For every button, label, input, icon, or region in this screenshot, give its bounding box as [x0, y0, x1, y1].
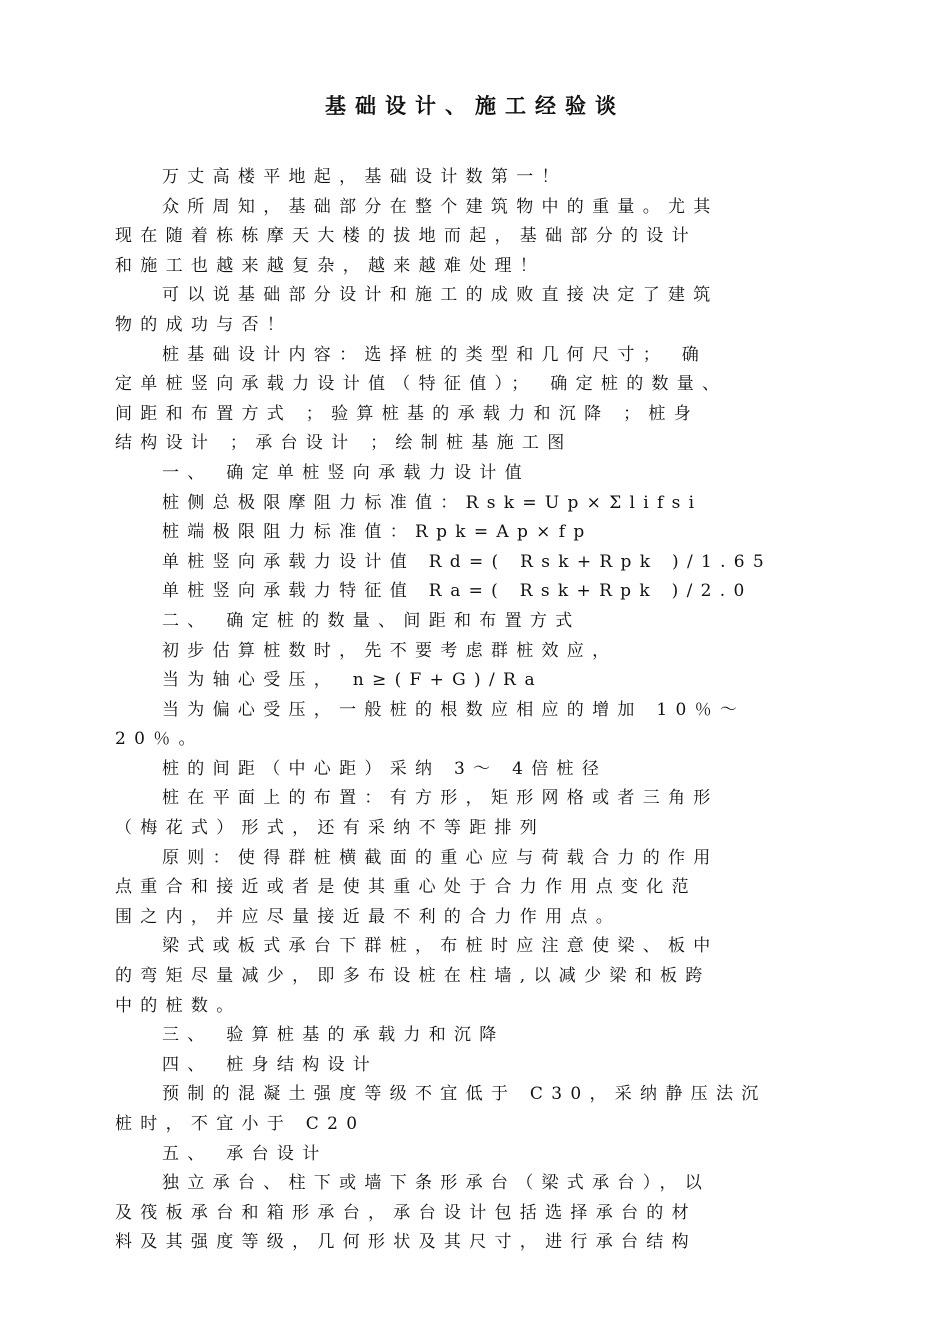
text-line: 桩在平面上的布置：有方形，矩形网格或者三角形 [162, 788, 719, 809]
text-line: 及筏板承台和箱形承台，承台设计包括选择承台的材 [115, 1202, 697, 1223]
text-line: 梁式或板式承台下群桩，布桩时应注意使梁、板中 [162, 936, 719, 957]
text-line: 中的桩数。 [115, 995, 242, 1016]
text-line: 桩侧总极限摩阻力标准值：Rsk=Up×Σlifsi [162, 492, 703, 513]
text-line: 一、 确定单桩竖向承载力设计值 [162, 462, 530, 483]
text-line: 桩时，不宜小于 C20 [115, 1114, 366, 1134]
text-line: 原则：使得群桩横截面的重心应与荷载合力的作用 [162, 847, 719, 868]
text-line: 定单桩竖向承载力设计值（特征值）； 确定桩的数量、 [115, 374, 728, 395]
text-line: 可以说基础部分设计和施工的成败直接决定了建筑 [162, 285, 719, 306]
text-line: 单桩竖向承载力特征值 Ra=( Rsk+Rpk )/2.0 [162, 581, 753, 602]
text-line: 四、 桩身结构设计 [162, 1054, 379, 1075]
text-line: 料及其强度等级，几何形状及其尺寸，进行承台结构 [115, 1232, 697, 1253]
text-line: 20％。 [115, 729, 204, 750]
text-line: 众所周知，基础部分在整个建筑物中的重量。尤其 [162, 196, 719, 217]
text-line: 和施工也越来越复杂，越来越难处理！ [115, 255, 546, 276]
text-line: 桩的间距（中心距）采纳 3～ 4倍桩径 [162, 758, 608, 779]
text-line: （梅花式）形式，还有采纳不等距排列 [115, 818, 546, 839]
text-line: 桩端极限阻力标准值：Rpk=Ap×fp [162, 522, 593, 543]
text-line: 独立承台、柱下或墙下条形承台（梁式承台），以 [162, 1173, 711, 1194]
text-line: 物的成功与否！ [115, 314, 293, 335]
text-line: 初步估算桩数时，先不要考虑群桩效应， [162, 640, 618, 661]
text-line: 五、 承台设计 [162, 1143, 328, 1164]
text-line: 点重合和接近或者是使其重心处于合力作用点变化范 [115, 877, 697, 898]
text-line: 当为轴心受压， n≥(F+G)/Ra [162, 670, 543, 691]
text-line: 结构设计 ；承台设计 ；绘制桩基施工图 [115, 433, 573, 454]
text-line: 围之内，并应尽量接近最不利的合力作用点。 [115, 906, 621, 927]
text-line: 单桩竖向承载力设计值 Rd=( Rsk+Rpk )/1.65 [162, 551, 773, 572]
text-line: 桩基础设计内容：选择桩的类型和几何尺寸； 确 [162, 344, 708, 365]
text-line: 万丈高楼平地起，基础设计数第一！ [162, 167, 567, 187]
text-line: 预制的混凝土强度等级不宜低于 C30，采纳静压法沉 [162, 1084, 767, 1105]
text-line: 现在随着栋栋摩天大楼的拔地而起，基础部分的设计 [115, 226, 697, 247]
text-line: 的弯矩尽量减少，即多布设桩在柱墙,以减少梁和板跨 [115, 966, 711, 987]
document-body [115, 163, 850, 1258]
text-line: 间距和布置方式 ；验算桩基的承载力和沉降 ；桩身 [115, 403, 700, 424]
text-line: 二、 确定桩的数量、间距和布置方式 [162, 610, 581, 631]
text-line: 当为偏心受压，一般桩的根数应相应的增加 10％～ [162, 699, 746, 720]
text-line: 三、 验算桩基的承载力和沉降 [162, 1025, 505, 1046]
document-title: 基础设计、施工经验谈 [325, 93, 625, 118]
